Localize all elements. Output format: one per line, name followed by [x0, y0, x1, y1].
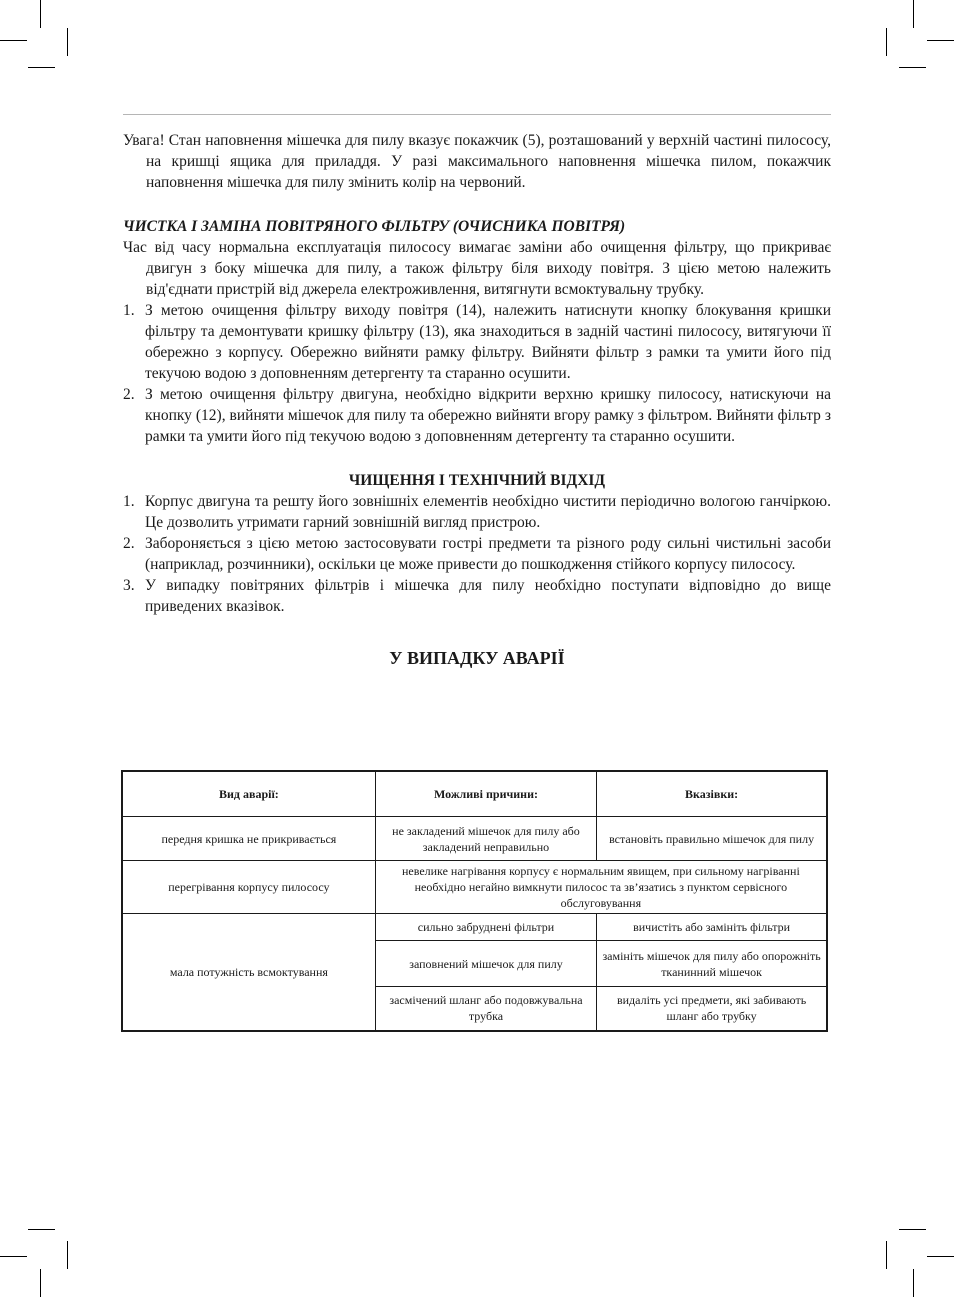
crop-mark [0, 40, 27, 41]
header-causes: Можливі причини: [375, 771, 596, 817]
fault-type-cell: перегрівання корпусу пилососу [122, 861, 375, 914]
list-number: 3. [123, 577, 135, 594]
tip-cell: замініть мішечок для пилу або опорожніть тканинний мішечок [597, 941, 827, 987]
fault-type-cell: мала потужність всмоктування [122, 914, 375, 1031]
crop-mark [28, 67, 55, 68]
header-fault-type: Вид аварії: [122, 771, 375, 817]
cause-cell: сильно забруднені фільтри [375, 914, 596, 941]
table-header-row [122, 771, 827, 817]
crop-mark [40, 0, 41, 28]
list-item [123, 575, 831, 617]
list-number: 1. [123, 493, 135, 510]
list-item [123, 384, 831, 447]
merged-cause-tip-cell: невелике нагрівання корпусу є нормальним явищем, при сильному нагріванні необхідно негайно вимкнути пилосос та зв’язатись з пунктом сервісного обслуговування [375, 861, 827, 914]
list-item [123, 300, 831, 384]
crop-mark [67, 1241, 68, 1269]
list-item [123, 533, 831, 575]
table-row [122, 914, 827, 941]
cause-cell: не закладений мішечок для пилу або закладений неправильно [375, 817, 596, 861]
tip-cell: видаліть усі предмети, які забивають шланг або трубку [597, 987, 827, 1031]
crop-mark [913, 0, 914, 28]
crop-mark [899, 1229, 926, 1230]
warning-note: Увага! Стан наповнення мішечка для пилу вказує покажчик (5), розташований у верхній частині пилососу, на кришці ящика для приладдя. У разі максимального наповнення мішечка пилом, покажчик наповнення мішечка для пилу змінить колір на червоний. [123, 132, 831, 191]
header-tips: Вказівки: [597, 771, 827, 817]
table-row [122, 861, 827, 914]
list-item [123, 491, 831, 533]
crop-mark [886, 28, 887, 56]
fault-type-cell: передня кришка не прикривається [122, 817, 375, 861]
list-text: З метою очищення фільтру виходу повітря (14), належить натиснути кнопку блокування кришки фільтру та демонтувати кришку фільтру (13), яка знаходиться в задній частині пилососу, витягуючи її обережно з корпусу. Обережно вийняти рамку фільтру. Вийняти фільтр з рамки та умити його під текучою водою з доповненням детергенту та старанно осушити. [145, 302, 831, 382]
list-text: У випадку повітряних фільтрів і мішечка для пилу необхідно поступати відповідно до вище приведених вказівок. [145, 577, 831, 615]
table-row [122, 817, 827, 861]
accident-section-title: У ВИПАДКУ АВАРІЇ [389, 648, 565, 668]
list-text: З метою очищення фільтру двигуна, необхідно відкрити верхню кришку пилососу, натискуючи на кнопку (12), вийняти мішечок для пилу та обережно вийняти вгору рамку з фільтром. Вийняти фільтр з рамки та умити його під текучою водою з доповненням детергенту та старанно осушити. [145, 386, 831, 445]
list-number: 2. [123, 386, 135, 403]
cause-cell: заповнений мішечок для пилу [375, 941, 596, 987]
crop-mark [28, 1229, 55, 1230]
page-content [123, 130, 831, 670]
crop-mark [899, 67, 926, 68]
crop-mark [0, 1256, 27, 1257]
header-rule [123, 114, 831, 115]
tip-cell: встановіть правильно мішечок для пилу [597, 817, 827, 861]
crop-mark [927, 1256, 954, 1257]
cleaning-section-title: ЧИЩЕННЯ І ТЕХНІЧНИЙ ВІДХІД [348, 472, 606, 489]
troubleshooting-table [121, 770, 828, 1032]
crop-mark [927, 40, 954, 41]
list-text: Забороняється з цією метою застосовувати гострі предмети та різного роду сильні чистильні засоби (наприклад, розчинники), оскільки це може привести до пошкодження стійкого корпусу пилососу. [145, 535, 831, 573]
list-number: 2. [123, 535, 135, 552]
list-text: Корпус двигуна та решту його зовнішніх елементів необхідно чистити періодично вологою ганчіркою. Це дозволить утримати гарний зовнішній вигляд пристрою. [145, 493, 831, 531]
filter-section-title: ЧИСТКА І ЗАМІНА ПОВІТРЯНОГО ФІЛЬТРУ (ОЧИСНИКА ПОВІТРЯ) [123, 218, 626, 235]
filter-section-intro: Час від часу нормальна експлуатація пилососу вимагає заміни або очищення фільтру, що прикриває двигун з боку мішечка для пилу, а також фільтру біля виходу повітря. З цією метою належить від'єднати пристрій від джерела електроживлення, витягнути всмоктувальну трубку. [123, 239, 831, 298]
crop-mark [67, 28, 68, 56]
list-number: 1. [123, 302, 135, 319]
crop-mark [40, 1269, 41, 1297]
tip-cell: вичистіть або замініть фільтри [597, 914, 827, 941]
cause-cell: засмічений шланг або подовжувальна трубка [375, 987, 596, 1031]
crop-mark [886, 1241, 887, 1269]
crop-mark [913, 1269, 914, 1297]
